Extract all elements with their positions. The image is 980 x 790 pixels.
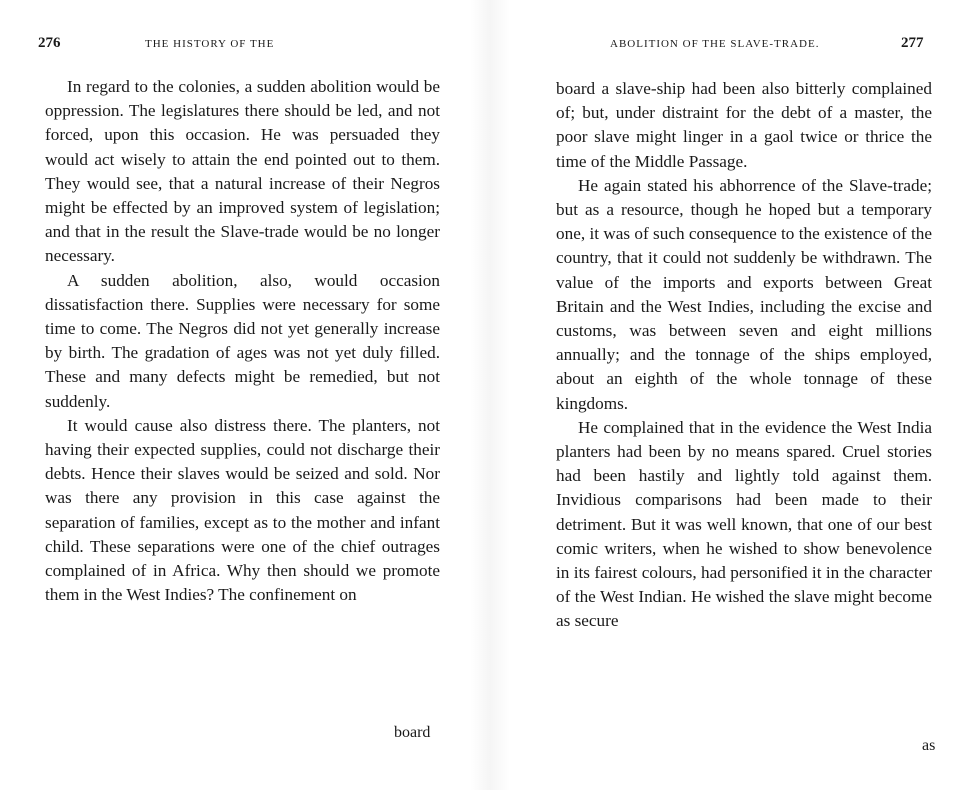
paragraph: It would cause also distress there. The planters, not having their expected supplies, could not discharge their debts. Hence their slaves would be seized and sold. Nor was there any provision in this case against the separation of families, except as to the mother and infant child. These separations were one of the chief outrages complained of in Africa. Why then should we promote them in the West Indies? The confinement on (45, 415, 440, 605)
page-body (556, 77, 932, 634)
paragraph: He again stated his abhorrence of the Slave-trade; but as a resource, though he hoped but a temporary one, it was of such consequence to the existence of the country, that it could not suddenly be withdrawn. The value of the imports and exports between Great Britain and the West Indies, including the excise and customs, was between seven and eight millions annually; and the tonnage of the ships employed, about an eighth of the whole tonnage of these kingdoms. (556, 175, 932, 413)
page-number: 276 (38, 35, 61, 51)
paragraph: He complained that in the evidence the West India planters had been by no means spared. Cruel stories had been hastily and lightly told against them. Invidious comparisons had been made to their detriment. But it was well known, that one of our best comic writers, when he wished to show benevolence in its fairest colours, had personified it in the character of the West Indian. He wished the slave might become as secure (556, 417, 932, 631)
continued-paragraph: board a slave-ship had been also bitterly complained of; but, under distraint for the debt of a master, the poor slave might linger in a gaol twice or thrice the time of the Middle Passage. (556, 79, 932, 171)
catchword: board (394, 724, 431, 741)
right-page (490, 0, 980, 790)
paragraph: A sudden abolition, also, would occasion dissatisfaction there. Supplies were necessary for some time to come. The Negros did not yet generally increase by birth. The gradation of ages was not yet duly filled. These and many defects might be remedied, but not suddenly. (45, 270, 440, 411)
page-number: 277 (901, 35, 924, 51)
catchword: as (922, 737, 936, 754)
running-head: THE HISTORY OF THE (145, 38, 275, 50)
paragraph: In regard to the colonies, a sudden abolition would be oppression. The legislatures there should be led, and not forced, upon this occasion. He was persuaded they would act wisely to attain the end pointed out to them. They would see, that a natural increase of their Negros might be effected by an improved system of legislation; and that in the result the Slave-trade would be no longer necessary. (45, 77, 440, 266)
page-body (45, 75, 440, 607)
running-head: ABOLITION OF THE SLAVE-TRADE. (610, 38, 820, 50)
